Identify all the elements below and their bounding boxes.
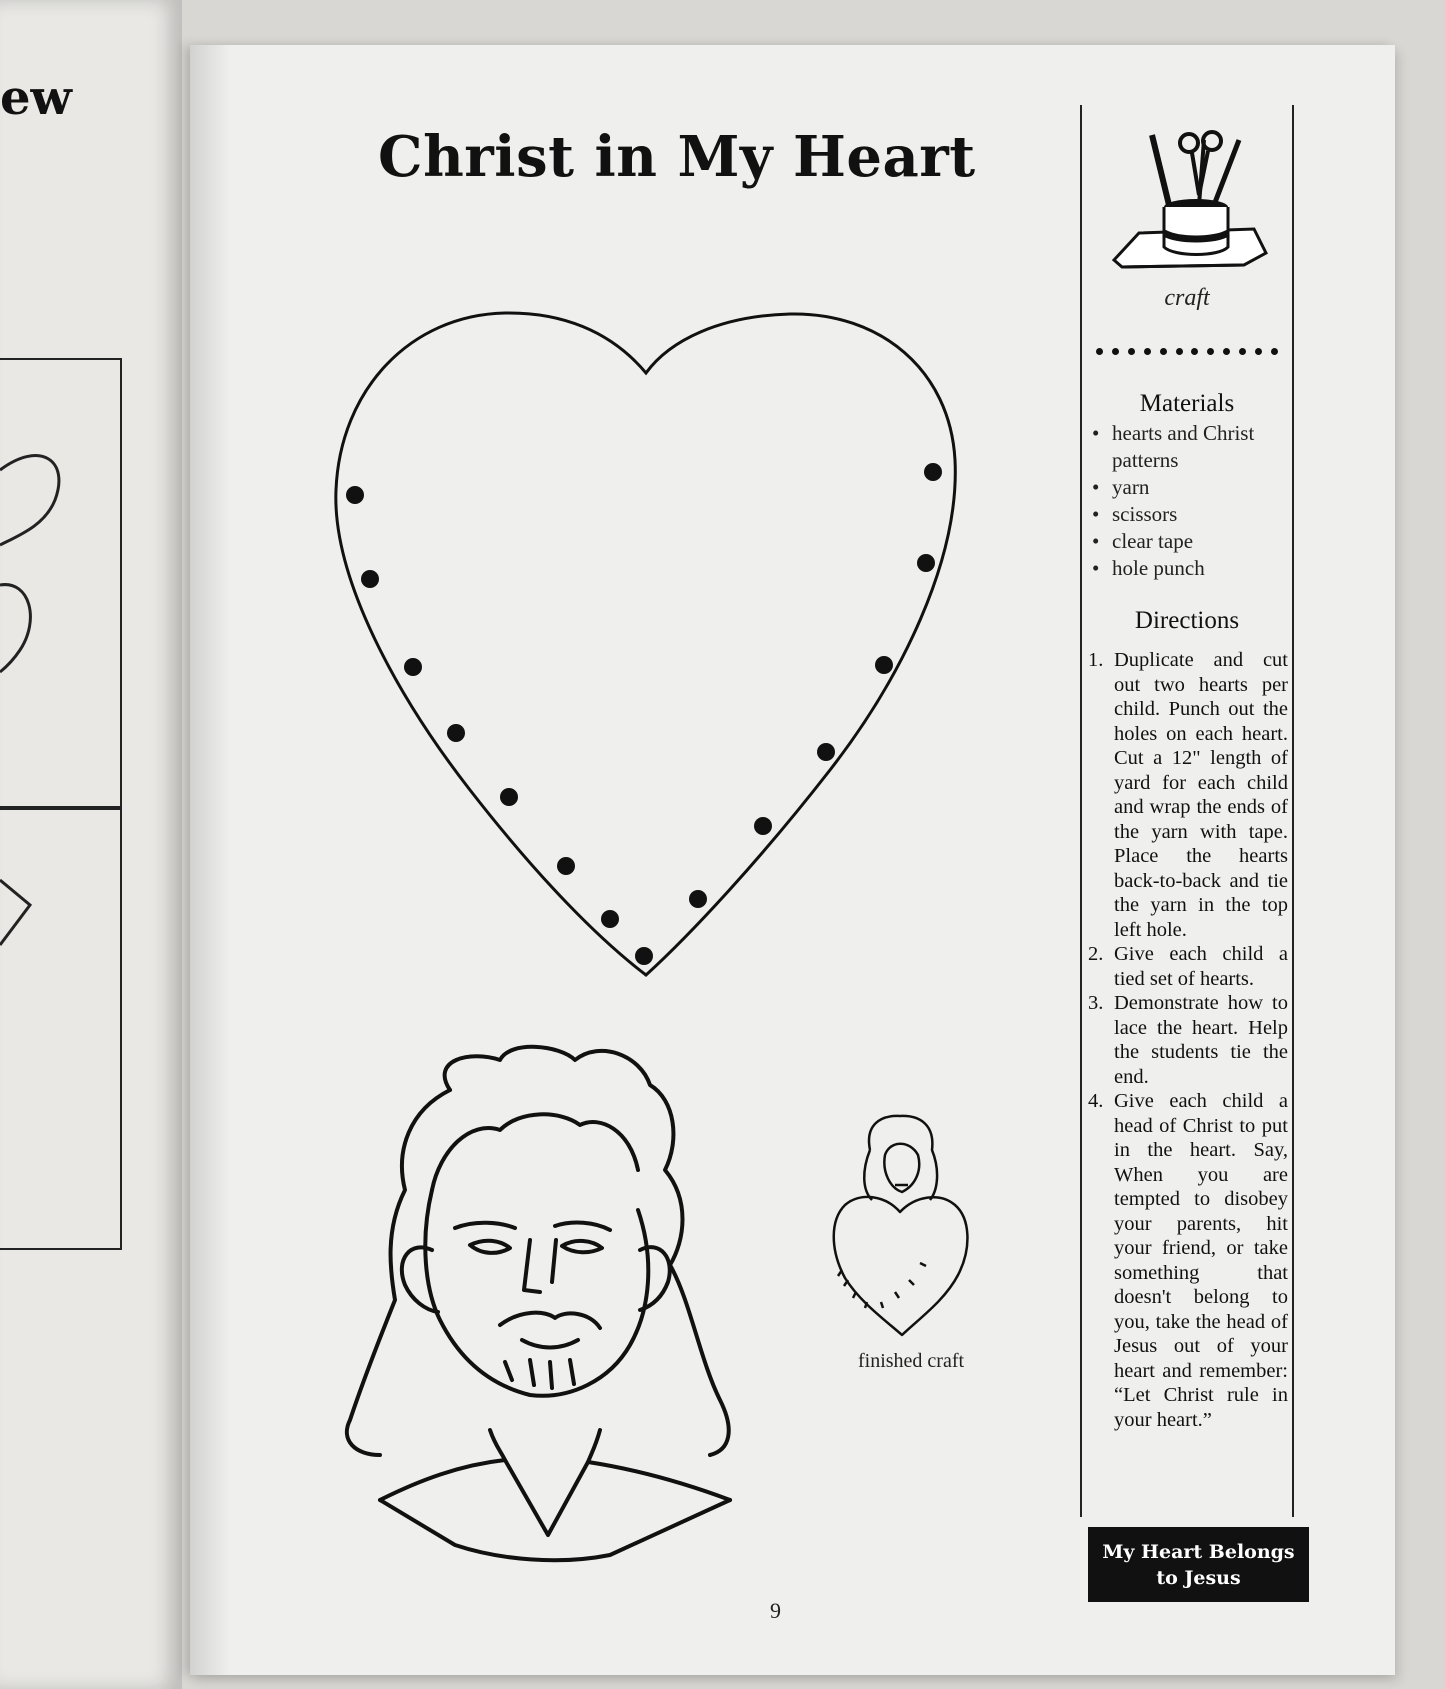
materials-item: • scissors — [1090, 501, 1286, 528]
finished-craft-drawing — [834, 1116, 968, 1335]
materials-item: • hole punch — [1090, 555, 1286, 582]
direction-step-number: 1. — [1088, 649, 1104, 671]
materials-list — [1090, 420, 1286, 582]
materials-item: • clear tape — [1090, 528, 1286, 555]
lacing-holes — [346, 463, 942, 965]
unit-title-line-2: to Jesus — [1156, 1566, 1241, 1589]
unit-title-line-1: My Heart Belongs — [1102, 1540, 1295, 1563]
finished-craft-caption: finished craft — [858, 1350, 965, 1372]
activity-category-label: craft — [1164, 285, 1210, 311]
direction-step — [1088, 942, 1288, 991]
direction-step — [1088, 648, 1288, 942]
directions-heading: Directions — [1134, 607, 1240, 634]
directions-list — [1088, 648, 1288, 1432]
instructions-sidebar — [1080, 105, 1294, 1517]
direction-step — [1088, 991, 1288, 1089]
direction-step-text: Demonstrate how to lace the heart. Help the students tie the end. — [1114, 992, 1288, 1088]
materials-item: • hearts and Christ patterns — [1090, 420, 1286, 474]
unit-title-box — [1088, 1527, 1309, 1602]
dotted-divider — [1096, 348, 1278, 356]
materials-item: • yarn — [1090, 474, 1286, 501]
lacing-heart-pattern — [336, 313, 955, 975]
page-title: Christ in My Heart — [378, 124, 976, 190]
jesus-head-drawing — [347, 1047, 730, 1560]
direction-step — [1088, 1089, 1288, 1432]
direction-step-number: 3. — [1088, 992, 1104, 1014]
direction-step-text: Give each child a tied set of hearts. — [1114, 943, 1288, 990]
direction-step-text: Duplicate and cut out two hearts per child. Punch out the holes on each heart. Cut a 12" length of yard for each child and wrap the ends of the yarn with tape. Place the hearts back-to-back and tie the yarn in the top left hole. — [1114, 649, 1288, 941]
direction-step-number: 2. — [1088, 943, 1104, 965]
page-number: 9 — [770, 1598, 781, 1623]
materials-heading: Materials — [1139, 390, 1235, 417]
direction-step-text: Give each child a head of Christ to put in the heart. Say, When you are tempted to disobey your parents, hit your friend, or take something that doesn't belong to you, take the head of Jesus out of your heart and remember: “Let Christ rule in your heart.” — [1114, 1090, 1288, 1431]
left-page-title-fragment: ew — [0, 70, 72, 126]
craft-supplies-icon — [1104, 125, 1270, 275]
direction-step-number: 4. — [1088, 1090, 1104, 1112]
